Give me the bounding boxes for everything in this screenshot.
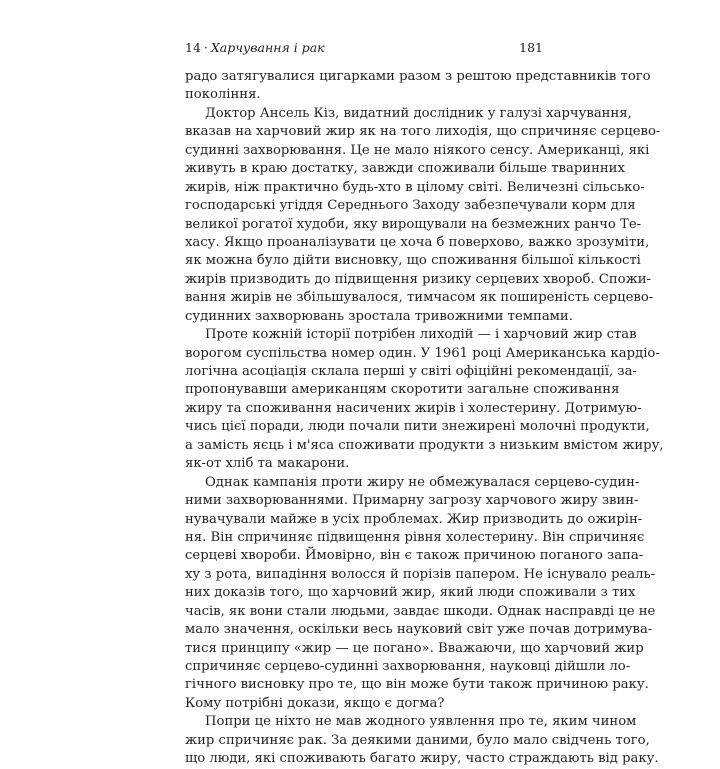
text-line: Попри це ніхто не мав жодного уявлення про те, яким чином (205, 714, 637, 730)
text-line: Кому потрібні докази, якщо є догма? (185, 695, 445, 711)
chapter-title: Харчування і рак (210, 40, 325, 55)
page-number: 181 (519, 40, 543, 55)
text-line: жирів призводить до підвищення ризику серцевих хвороб. Спожи- (185, 271, 651, 287)
text-line: покоління. (185, 87, 261, 103)
text-line: як можна було дійти висновку, що споживання більшої кількості (185, 253, 641, 269)
paragraph (185, 105, 661, 326)
text-line: судинних захворювань зростала тривожними темпами. (185, 308, 573, 324)
text-line: що люди, які споживають багато жиру, часто страждають від раку. (185, 751, 659, 767)
text-line: часів, як вони стали людьми, завдає шкоди. Однак насправді це не (185, 603, 656, 619)
text-line: серцеві хвороби. Ймовірно, він є також причиною поганого запа- (185, 548, 644, 564)
body-text (185, 68, 664, 769)
text-line: тися принципу «жир — це погано». Вважаючи, що харчовий жир (185, 640, 644, 656)
text-line: мало значення, оскільки весь науковий світ уже почав дотримува- (185, 622, 653, 638)
paragraph (185, 326, 664, 474)
text-line: жирів, ніж практично будь-хто в цілому світі. Величезні сільсько- (185, 179, 645, 195)
text-line: них доказів того, що харчовий жир, який люди споживали з тих (185, 585, 636, 601)
text-line: логічна асоціація склала перші у світі офіційні рекомендації, за- (185, 364, 637, 379)
text-line: Доктор Ансель Кіз, видатний дослідник у галузі харчування, (205, 105, 632, 121)
text-line: ня. Він спричиняє підвищення рівня холестерину. Він спричиняє (185, 529, 645, 545)
text-line: великої рогатої худоби, яку вирощували на безмежних ранчо Те- (185, 216, 642, 232)
text-line: Проте кожній історії потрібен лиходій — і харчовий жир став (205, 327, 637, 343)
text-line: ворогом суспільства номер один. У 1961 році Американська кардіо- (185, 345, 660, 361)
text-line: ними захворюваннями. Примарну загрозу харчового жиру звин- (185, 493, 639, 509)
text-line: ху з рота, випадіння волосся й порізів папером. Не існувало реаль- (185, 566, 656, 582)
text-line: живуть в краю достатку, завжди споживали більше тваринних (185, 161, 625, 177)
running-head (185, 38, 543, 58)
paragraph (185, 713, 659, 768)
text-line: хасу. Якщо проаналізувати це хоча б поверхово, важко зрозуміти, (185, 234, 650, 250)
text-line: гічного висновку про те, що він може бути також причиною раку. (185, 677, 649, 693)
text-line: Однак кампанія проти жиру не обмежувалася серцево-судин- (205, 474, 640, 490)
text-line: спричиняє серцево-судинні захворювання, науковці дійшли ло- (185, 659, 631, 674)
text-line: пропонувавши американцям скоротити загальне споживання (185, 382, 620, 398)
running-head-left (185, 38, 325, 58)
text-line: нувачували майже в усіх проблемах. Жир призводить до ожирін- (185, 511, 643, 527)
text-line: а замість яєць і м'яса споживати продукти з низьким вмістом жиру, (185, 437, 664, 453)
paragraph (185, 68, 651, 105)
text-line: як-от хліб та макарони. (185, 456, 350, 472)
text-line: радо затягувалися цигарками разом з рештою представників того (185, 69, 651, 84)
paragraph (185, 474, 656, 714)
text-line: вказав на харчовий жир як на того лиходія, що спричиняє серцево- (185, 124, 661, 140)
text-line: господарські угіддя Середнього Заходу забезпечували корм для (185, 198, 636, 214)
text-line: чись цієї поради, люди почали пити знежирені молочні продукти, (185, 419, 650, 435)
text-line: жир спричиняє рак. За деякими даними, було мало свідчень того, (185, 732, 650, 748)
chapter-number: 14 (185, 40, 201, 55)
text-line: вання жирів не збільшувалося, тимчасом як поширеність серцево- (185, 290, 654, 306)
text-line: судинні захворювання. Це не мало ніякого сенсу. Американці, які (185, 142, 650, 158)
text-line: жиру та споживання насичених жирів і холестерину. Дотримую- (185, 400, 642, 416)
running-head-separator: · (203, 40, 208, 55)
